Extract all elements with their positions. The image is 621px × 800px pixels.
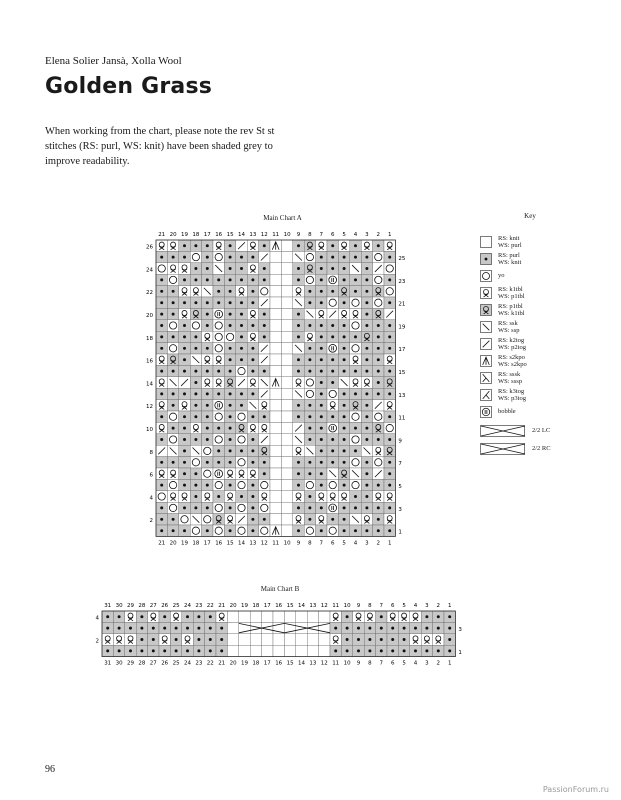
chart-cell [281,468,292,479]
key-symbol-icon [480,304,492,316]
key-item [480,404,590,419]
chart-cell [319,645,330,656]
chart-col-label-top: 5 [342,232,346,238]
chart-row-label-right: 25 [398,255,406,262]
chart-cell [250,634,261,645]
key-symbol-icon [480,321,492,333]
chart-cell [281,240,292,251]
key-item-label: RS: p1tbl WS: k1tbl [498,302,525,317]
chart-row-label-left: 4 [149,495,153,502]
chart-col-label-top: 2 [436,603,441,609]
chart-cell [270,400,281,411]
chart-col-label-bottom: 11 [332,660,340,667]
chart-row-label-right: 1 [398,529,402,536]
key-title: Key [524,212,536,220]
chart-col-label-top: 17 [263,603,271,609]
chart-col-label-bottom: 22 [206,660,214,667]
chart-col-label-bottom: 3 [425,660,429,667]
key-item [480,268,590,283]
chart-col-label-bottom: 26 [161,660,169,667]
chart-row-label-right: 15 [398,369,406,376]
key-item [480,285,590,300]
chart-row-label-left: 2 [95,638,99,645]
chart-col-label-bottom: 3 [365,540,369,546]
key-item-label: yo [498,272,505,279]
chart-col-label-top: 14 [298,603,305,609]
chart-cell [270,286,281,297]
chart-col-label-bottom: 18 [252,660,260,667]
chart-row-label-left: 14 [146,381,153,388]
chart-col-label-bottom: 14 [238,540,245,546]
chart-cell [270,491,281,502]
chart-col-label-bottom: 5 [402,660,406,667]
chart-col-label-bottom: 18 [192,540,200,546]
chart-col-label-top: 18 [192,232,200,238]
chart-col-label-bottom: 6 [390,660,395,667]
key-item [480,302,590,317]
chart-col-label-top: 29 [127,603,134,609]
chart-col-label-bottom: 20 [229,660,237,667]
chart-col-label-top: 15 [286,603,294,609]
chart-col-label-top: 10 [343,603,351,609]
chart-col-label-bottom: 28 [138,660,146,667]
chart-col-label-bottom: 16 [215,540,223,546]
chart-col-label-bottom: 13 [309,660,317,667]
chart-col-label-top: 7 [379,603,384,609]
chart-col-label-bottom: 13 [249,540,257,546]
chart-cell [270,354,281,365]
chart-col-label-bottom: 7 [319,540,324,546]
chart-col-label-top: 6 [390,603,395,609]
chart-col-label-top: 15 [226,232,234,238]
chart-col-label-top: 31 [104,603,112,609]
chart-col-label-bottom: 20 [169,540,177,546]
chart-col-label-bottom: 24 [184,660,191,667]
chart-cell [281,388,292,399]
chart-cell [284,611,295,622]
chart-cell [281,354,292,365]
chart-col-label-top: 9 [296,232,301,238]
chart-row-label-left: 12 [146,404,153,411]
chart-col-label-top: 19 [241,603,248,609]
chart-cell [281,377,292,388]
chart-row-label-right: 21 [398,301,406,308]
chart-row-label-right: 23 [398,278,406,285]
chart-cell [281,308,292,319]
chart-cell [281,320,292,331]
chart-col-label-bottom: 10 [343,660,351,667]
chart-col-label-top: 11 [332,603,340,609]
chart-col-label-bottom: 12 [320,660,328,667]
key-item [480,387,590,402]
chart-col-label-bottom: 12 [260,540,268,546]
key-item-label: bobble [498,408,516,415]
chart-cell [239,634,250,645]
chart-row-label-left: 18 [146,335,153,342]
chart-cell [281,479,292,490]
key-symbol-icon [480,372,492,384]
chart-cell [270,331,281,342]
key-symbol-icon [480,389,492,401]
chart-cell [262,611,273,622]
chart-cell [281,400,292,411]
chart-cell [227,622,238,633]
key-symbol-icon [480,236,492,248]
chart-col-label-top: 12 [260,232,268,238]
chart-b-grid [84,597,474,667]
chart-cell [270,502,281,513]
chart-cell [250,611,261,622]
chart-b-title: Main Chart B [260,585,300,593]
chart-col-label-top: 4 [353,232,358,238]
chart-col-label-bottom: 15 [226,540,234,546]
chart-row-label-right: 11 [398,415,406,422]
chart-row-label-left: 22 [146,290,153,297]
chart-col-label-bottom: 21 [218,660,226,667]
chart-col-label-bottom: 4 [353,540,358,546]
key-item [480,251,590,266]
chart-row-label-right: 17 [398,347,406,354]
chart-cell [273,634,284,645]
chart-cell [270,514,281,525]
chart-col-label-top: 8 [308,232,312,238]
key-symbol-icon [480,338,492,350]
chart-col-label-top: 20 [229,603,237,609]
key-item [480,319,590,334]
chart-cell [273,611,284,622]
chart-col-label-top: 26 [161,603,169,609]
chart-col-label-bottom: 5 [342,540,346,546]
chart-col-label-top: 3 [365,232,369,238]
chart-cell [239,611,250,622]
chart-cell [281,343,292,354]
chart-col-label-top: 17 [203,232,211,238]
chart-col-label-top: 18 [252,603,260,609]
chart-col-label-bottom: 14 [298,660,305,667]
chart-cell [307,611,318,622]
chart-row-label-right: 1 [458,649,462,656]
chart-cell [270,343,281,354]
chart-col-label-top: 24 [184,603,191,609]
chart-col-label-top: 16 [275,603,283,609]
chart-cell [281,445,292,456]
chart-cell [319,611,330,622]
chart-row-label-right: 7 [398,461,402,468]
page-number: 96 [45,764,55,775]
chart-col-label-top: 22 [206,603,214,609]
key-item [480,370,590,385]
chart-row-label-left: 16 [146,358,153,365]
key-item [480,336,590,351]
chart-row-label-left: 10 [146,426,153,433]
chart-row-label-left: 20 [146,312,153,319]
chart-row-label-right: 13 [398,392,406,399]
chart-cell [307,645,318,656]
chart-col-label-top: 13 [249,232,257,238]
key-symbol-icon [480,406,492,418]
chart-row-label-right: 9 [398,438,402,445]
chart-col-label-bottom: 23 [195,660,203,667]
chart-cell [239,645,250,656]
key-item-label: RS: purl WS: knit [498,251,522,266]
chart-cell [270,434,281,445]
chart-row-label-right: 19 [398,324,406,331]
chart-cell [281,457,292,468]
chart-row-label-left: 26 [146,244,153,251]
chart-cell [281,422,292,433]
chart-col-label-top: 7 [319,232,324,238]
chart-cell [296,611,307,622]
key-item-label: RS: knit WS: purl [498,234,522,249]
chart-col-label-bottom: 6 [330,540,335,546]
key-cable-item [480,441,590,456]
chart-col-label-bottom: 31 [104,660,112,667]
key-cable-label: 2/2 RC [532,445,551,452]
chart-col-label-top: 8 [368,603,372,609]
chart-col-label-top: 14 [238,232,245,238]
chart-cell [270,479,281,490]
key-cable-item [480,423,590,438]
chart-a-grid [140,226,420,546]
key-item-label: RS: s2kpo WS: s2kpo [498,353,527,368]
chart-row-label-left: 2 [149,518,153,525]
chart-cell [281,263,292,274]
chart-cell [281,286,292,297]
chart-col-label-top: 10 [283,232,291,238]
chart-cell [270,320,281,331]
chart-col-label-bottom: 17 [203,540,211,546]
chart-cell [281,251,292,262]
chart-cell [296,645,307,656]
chart-col-label-bottom: 1 [387,540,392,546]
chart-cell [281,525,292,536]
chart-cell [270,388,281,399]
chart-cell [270,445,281,456]
chart-col-label-bottom: 27 [149,660,157,667]
chart-col-label-bottom: 29 [127,660,134,667]
chart-col-label-top: 27 [149,603,157,609]
chart-cell [227,634,238,645]
chart-col-label-top: 28 [138,603,146,609]
key-item-label: RS: k1tbl WS: p1tbl [498,285,525,300]
chart-cell [281,411,292,422]
chart-col-label-top: 11 [272,232,280,238]
key-item-label: RS: k3tog WS: p3tog [498,387,526,402]
chart-cell [284,634,295,645]
chart-cell [307,634,318,645]
chart-cell [284,645,295,656]
pattern-title: Golden Grass [45,74,213,99]
chart-cell [270,365,281,376]
chart-col-label-top: 16 [215,232,223,238]
chart-col-label-bottom: 4 [413,660,418,667]
chart-cell [270,263,281,274]
chart-cell [270,251,281,262]
chart-cell [281,331,292,342]
chart-col-label-top: 23 [195,603,203,609]
chart-col-label-top: 30 [115,603,123,609]
chart-col-label-bottom: 2 [376,540,381,546]
chart-cell [227,645,238,656]
chart-cell [270,297,281,308]
chart-cell [270,274,281,285]
key-item-label: RS: sssk WS: sssp [498,370,523,385]
chart-col-label-bottom: 8 [308,540,312,546]
chart-cell [262,634,273,645]
chart-col-label-top: 6 [330,232,335,238]
chart-col-label-top: 9 [356,603,361,609]
chart-col-label-bottom: 19 [241,660,248,667]
chart-col-label-top: 25 [172,603,180,609]
key-item [480,353,590,368]
author-credit: Elena Solier Jansà, Xolla Wool [45,55,182,67]
key-cable-label: 2/2 LC [532,427,551,434]
chart-cell [270,308,281,319]
chart-row-label-right: 3 [458,626,462,633]
chart-cell [281,274,292,285]
chart-col-label-top: 4 [413,603,418,609]
chart-cell [281,491,292,502]
chart-cell [273,645,284,656]
key-symbol-icon [480,253,492,265]
chart-col-label-bottom: 16 [275,660,283,667]
chart-cell [270,422,281,433]
chart-col-label-bottom: 7 [379,660,384,667]
chart-row-label-right: 3 [398,506,402,513]
chart-cell [227,611,238,622]
chart-cell [270,457,281,468]
chart-row-label-left: 8 [149,449,153,456]
key-symbol-icon [480,287,492,299]
chart-col-label-bottom: 10 [283,540,291,546]
chart-row-label-left: 6 [149,472,153,479]
chart-cell [281,365,292,376]
chart-col-label-top: 12 [320,603,328,609]
chart-col-label-bottom: 25 [172,660,180,667]
chart-col-label-top: 1 [447,603,452,609]
chart-col-label-bottom: 11 [272,540,280,546]
chart-cell [250,645,261,656]
site-watermark: PassionForum.ru [542,785,609,794]
chart-col-label-top: 2 [376,232,381,238]
chart-col-label-bottom: 2 [436,660,441,667]
chart-cell [319,634,330,645]
cable-icon [480,443,526,455]
chart-row-label-left: 24 [146,267,153,274]
chart-a-title: Main Chart A [263,214,302,222]
key-symbol-icon [480,355,492,367]
chart-col-label-top: 5 [402,603,406,609]
key-symbol-icon [480,270,492,282]
chart-row-label-right: 5 [398,483,402,490]
chart-col-label-bottom: 21 [158,540,166,546]
key-item-label: RS: k2tog WS: p2tog [498,336,526,351]
chart-cell [281,502,292,513]
chart-col-label-top: 13 [309,603,317,609]
chart-col-label-bottom: 9 [296,540,301,546]
chart-col-label-bottom: 30 [115,660,123,667]
chart-cell [281,434,292,445]
intro-paragraph: When working from the chart, please note the rev St st stitches (RS: purl, WS: knit) have been shaded grey to improve readability. [45,126,275,167]
chart-col-label-bottom: 9 [356,660,361,667]
chart-cell [262,645,273,656]
chart-row-label-left: 4 [95,615,99,622]
chart-col-label-bottom: 15 [286,660,294,667]
chart-cell [281,297,292,308]
chart-cell [270,411,281,422]
chart-cell [270,468,281,479]
chart-col-label-bottom: 1 [447,660,452,667]
key-item [480,234,590,249]
chart-key [480,212,590,459]
key-item-label: RS: ssk WS: ssp [498,319,520,334]
chart-col-label-top: 19 [181,232,188,238]
chart-col-label-top: 21 [218,603,226,609]
chart-col-label-top: 21 [158,232,166,238]
chart-col-label-top: 3 [425,603,429,609]
chart-col-label-top: 1 [387,232,392,238]
chart-col-label-bottom: 8 [368,660,372,667]
cable-icon [480,425,526,437]
chart-col-label-bottom: 17 [263,660,271,667]
chart-col-label-top: 20 [169,232,177,238]
chart-cell [296,634,307,645]
chart-col-label-bottom: 19 [181,540,188,546]
chart-cell [281,514,292,525]
